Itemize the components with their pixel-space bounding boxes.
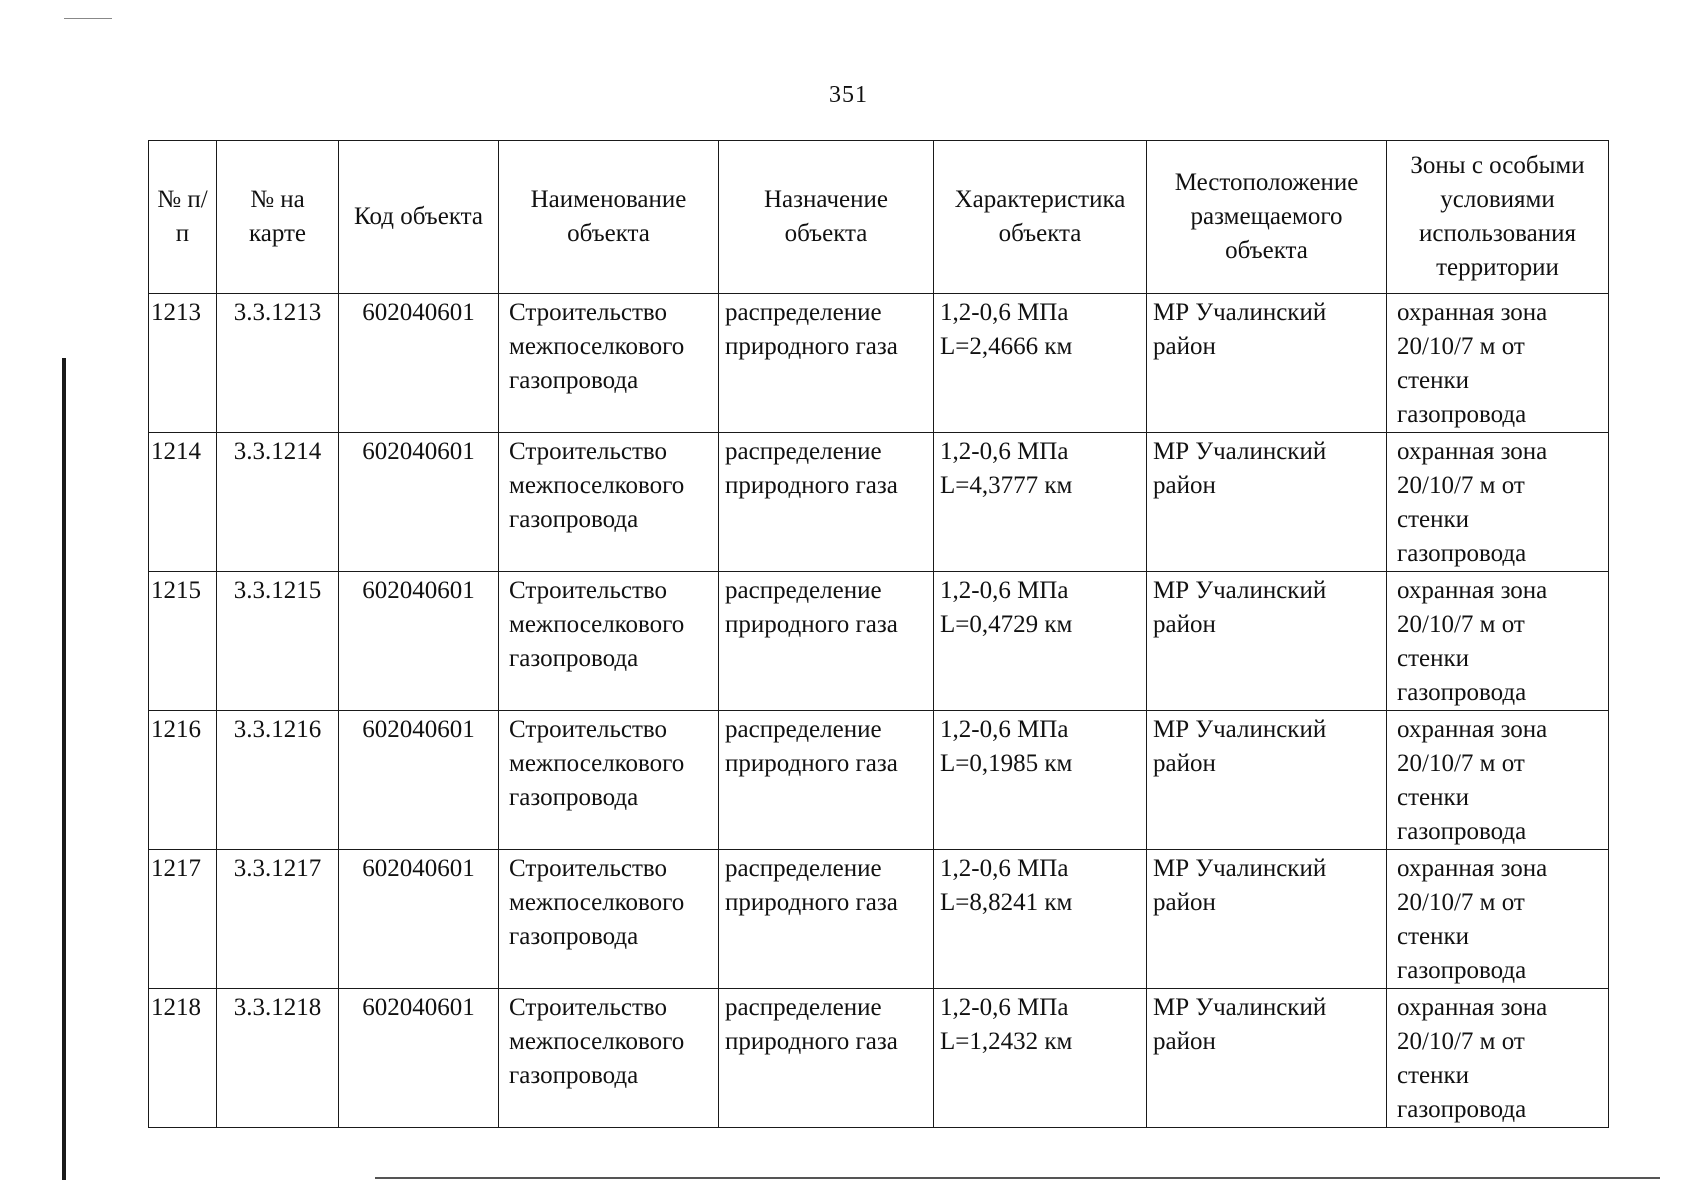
cell-characteristic: 1,2-0,6 МПа L=4,3777 км	[934, 433, 1147, 572]
table-row	[149, 711, 1609, 850]
cell-code: 602040601	[339, 711, 499, 850]
cell-name: Строительство межпоселкового газопровода	[499, 433, 719, 572]
cell-zone: охранная зона 20/10/7 м от стенки газопровода	[1387, 572, 1609, 711]
cell-location: МР Учалинский район	[1147, 572, 1387, 711]
cell-purpose: распределение природного газа	[719, 433, 934, 572]
cell-purpose: распределение природного газа	[719, 711, 934, 850]
header-name: Наименование объекта	[499, 141, 719, 294]
scan-mark-top	[64, 18, 112, 19]
cell-characteristic: 1,2-0,6 МПа L=1,2432 км	[934, 989, 1147, 1128]
cell-purpose: распределение природного газа	[719, 850, 934, 989]
cell-map-no: 3.3.1214	[217, 433, 339, 572]
cell-characteristic: 1,2-0,6 МПа L=8,8241 км	[934, 850, 1147, 989]
scan-bottom-line	[375, 1177, 1660, 1179]
table-row	[149, 433, 1609, 572]
cell-code: 602040601	[339, 572, 499, 711]
cell-num: 1217	[149, 850, 217, 989]
table-row	[149, 572, 1609, 711]
cell-location: МР Учалинский район	[1147, 989, 1387, 1128]
cell-map-no: 3.3.1216	[217, 711, 339, 850]
cell-map-no: 3.3.1215	[217, 572, 339, 711]
cell-zone: охранная зона 20/10/7 м от стенки газопровода	[1387, 989, 1609, 1128]
cell-num: 1218	[149, 989, 217, 1128]
cell-purpose: распределение природного газа	[719, 989, 934, 1128]
cell-location: МР Учалинский район	[1147, 711, 1387, 850]
cell-purpose: распределение природного газа	[719, 294, 934, 433]
cell-zone: охранная зона 20/10/7 м от стенки газопровода	[1387, 711, 1609, 850]
cell-name: Строительство межпоселкового газопровода	[499, 711, 719, 850]
cell-map-no: 3.3.1217	[217, 850, 339, 989]
cell-num: 1215	[149, 572, 217, 711]
cell-zone: охранная зона 20/10/7 м от стенки газопровода	[1387, 433, 1609, 572]
cell-zone: охранная зона 20/10/7 м от стенки газопровода	[1387, 294, 1609, 433]
cell-characteristic: 1,2-0,6 МПа L=0,1985 км	[934, 711, 1147, 850]
cell-map-no: 3.3.1218	[217, 989, 339, 1128]
header-map-no: № на карте	[217, 141, 339, 294]
cell-purpose: распределение природного газа	[719, 572, 934, 711]
objects-table	[148, 140, 1609, 1128]
cell-location: МР Учалинский район	[1147, 850, 1387, 989]
header-purpose: Назначение объекта	[719, 141, 934, 294]
header-code: Код объекта	[339, 141, 499, 294]
cell-name: Строительство межпоселкового газопровода	[499, 572, 719, 711]
header-zone: Зоны с особыми условиями использования территории	[1387, 141, 1609, 294]
table-row	[149, 850, 1609, 989]
cell-num: 1216	[149, 711, 217, 850]
table-row	[149, 294, 1609, 433]
cell-characteristic: 1,2-0,6 МПа L=2,4666 км	[934, 294, 1147, 433]
cell-location: МР Учалинский район	[1147, 433, 1387, 572]
table-row	[149, 989, 1609, 1128]
scan-edge-bar	[62, 358, 66, 1180]
header-num: № п/п	[149, 141, 217, 294]
cell-name: Строительство межпоселкового газопровода	[499, 989, 719, 1128]
header-characteristic: Характеристика объекта	[934, 141, 1147, 294]
cell-num: 1213	[149, 294, 217, 433]
header-location: Местоположение размещаемого объекта	[1147, 141, 1387, 294]
cell-code: 602040601	[339, 850, 499, 989]
cell-location: МР Учалинский район	[1147, 294, 1387, 433]
cell-num: 1214	[149, 433, 217, 572]
cell-code: 602040601	[339, 433, 499, 572]
cell-name: Строительство межпоселкового газопровода	[499, 294, 719, 433]
cell-code: 602040601	[339, 294, 499, 433]
cell-map-no: 3.3.1213	[217, 294, 339, 433]
cell-characteristic: 1,2-0,6 МПа L=0,4729 км	[934, 572, 1147, 711]
table-header-row	[149, 141, 1609, 294]
cell-code: 602040601	[339, 989, 499, 1128]
cell-zone: охранная зона 20/10/7 м от стенки газопровода	[1387, 850, 1609, 989]
page-number: 351	[829, 82, 868, 108]
cell-name: Строительство межпоселкового газопровода	[499, 850, 719, 989]
